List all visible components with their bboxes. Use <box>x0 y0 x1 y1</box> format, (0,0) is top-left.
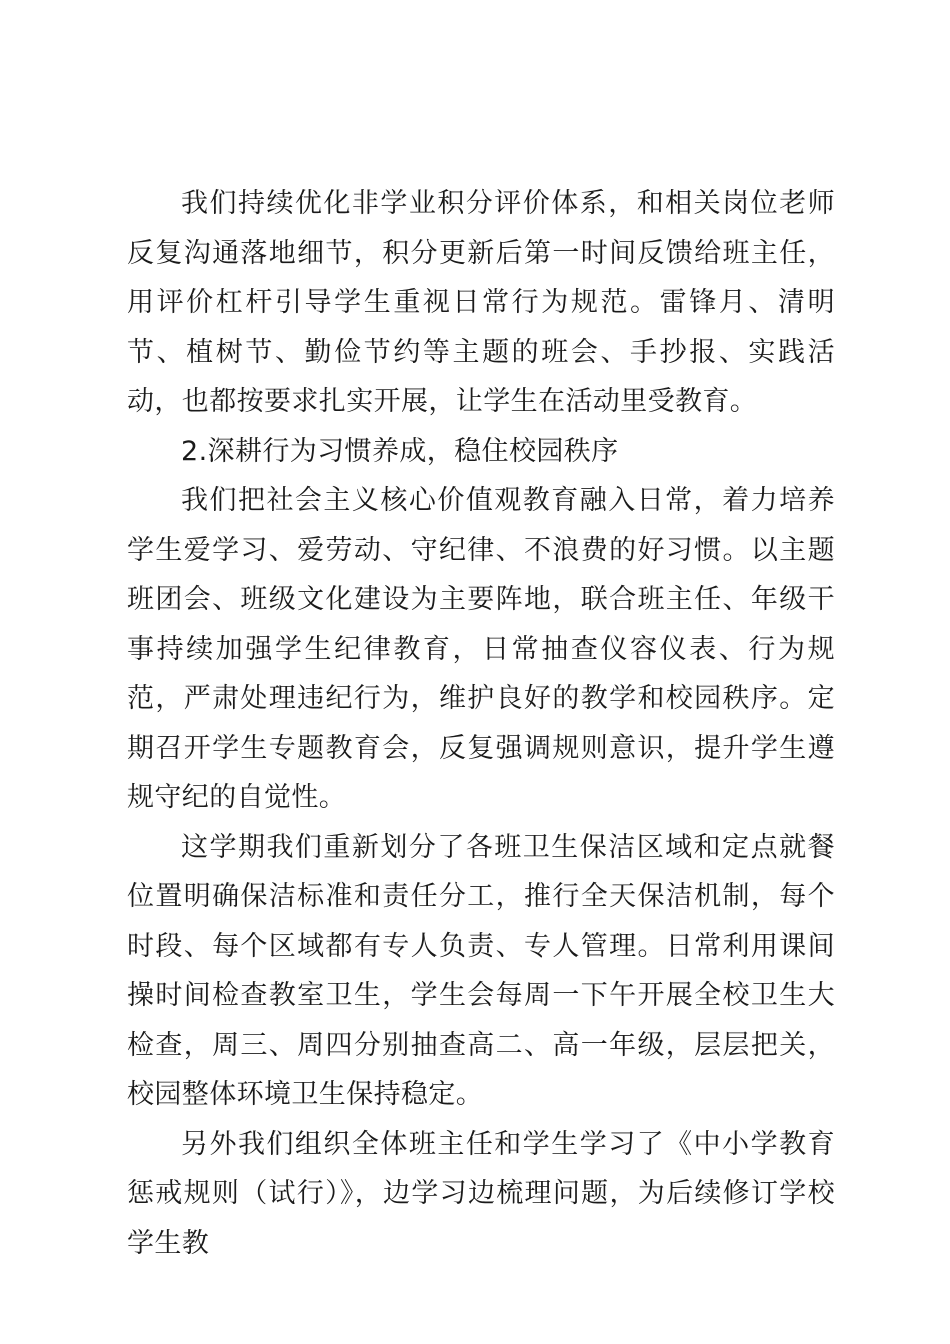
paragraph-discipline-rules: 另外我们组织全体班主任和学生学习了《中小学教育惩戒规则（试行）》，边学习边梳理问题，为后续修订学校学生教 <box>127 1128 835 1259</box>
document-body <box>127 179 835 1268</box>
paragraph-hygiene-management: 这学期我们重新划分了各班卫生保洁区域和定点就餐位置明确保洁标准和责任分工，推行全天保洁机制，每个时段、每个区域都有专人负责、专人管理。日常利用课间操时间检查教室卫生，学生会每周一下午开展全校卫生大检查，周三、周四分别抽查高二、高一年级，层层把关，校园整体环境卫生保持稳定。 <box>127 831 835 1110</box>
paragraph-values-education: 我们把社会主义核心价值观教育融入日常，着力培养学生爱学习、爱劳动、守纪律、不浪费的好习惯。以主题班团会、班级文化建设为主要阵地，联合班主任、年级干事持续加强学生纪律教育，日常抽查仪容仪表、行为规范，严肃处理违纪行为，维护良好的教学和校园秩序。定期召开学生专题教育会，反复强调规则意识，提升学生遵规守纪的自觉性。 <box>127 485 835 813</box>
paragraph-evaluation-system: 我们持续优化非学业积分评价体系，和相关岗位老师反复沟通落地细节，积分更新后第一时间反馈给班主任，用评价杠杆引导学生重视日常行为规范。雷锋月、清明节、植树节、勤俭节约等主题的班会、手抄报、实践活动，也都按要求扎实开展，让学生在活动里受教育。 <box>127 188 835 417</box>
section-heading-behavior-habits: 2.深耕行为习惯养成，稳住校园秩序 <box>181 435 619 467</box>
